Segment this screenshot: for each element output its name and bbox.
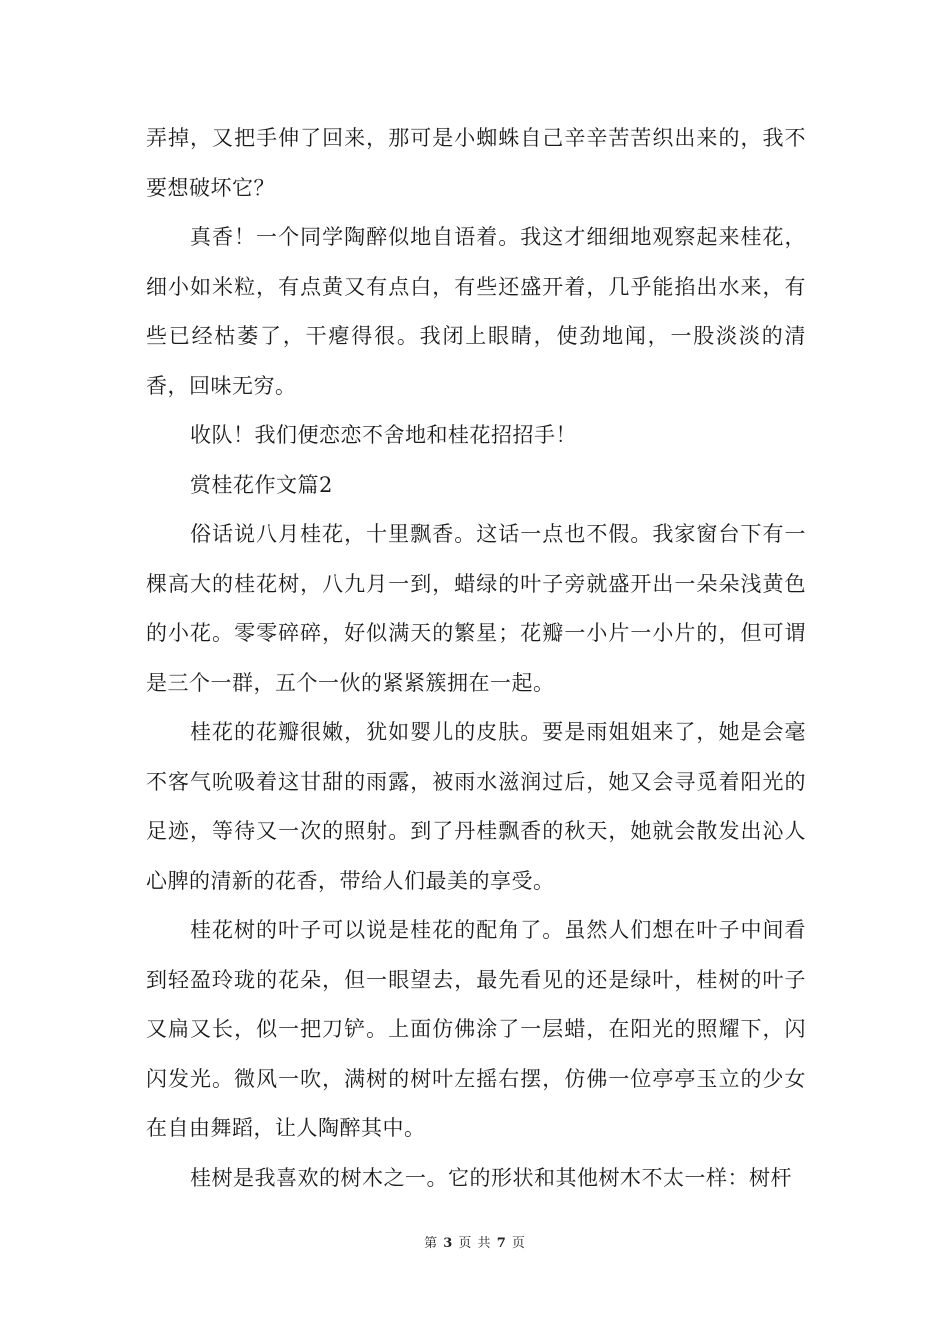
page-footer <box>0 1232 950 1251</box>
paragraph: 桂花的花瓣很嫩，犹如婴儿的皮肤。要是雨姐姐来了，她是会毫不客气吮吸着这甘甜的雨露，被雨水滋润过后，她又会寻觅着阳光的足迹，等待又一次的照射。到了丹桂飘香的秋天，她就会散发出沁人心脾的清新的花香，带给人们最美的享受。 <box>146 720 806 893</box>
paragraph-continued: 弄掉，又把手伸了回来，那可是小蜘蛛自己辛辛苦苦织出来的，我不要想破坏它？ <box>146 126 806 200</box>
footer-suffix: 页 <box>511 1236 526 1251</box>
total-pages-number: 7 <box>496 1236 507 1251</box>
paragraph: 俗话说八月桂花，十里飘香。这话一点也不假。我家窗台下有一棵高大的桂花树，八九月一到，蜡绿的叶子旁就盛开出一朵朵浅黄色的小花。零零碎碎，好似满天的繁星；花瓣一小片一小片的，但可谓是三个一群，五个一伙的紧紧簇拥在一起。 <box>146 522 806 695</box>
paragraph: 桂花树的叶子可以说是桂花的配角了。虽然人们想在叶子中间看到轻盈玲珑的花朵，但一眼望去，最先看见的还是绿叶，桂树的叶子又扁又长，似一把刀铲。上面仿佛涂了一层蜡，在阳光的照耀下，闪闪发光。微风一吹，满树的树叶左摇右摆，仿佛一位亭亭玉立的少女在自由舞蹈，让人陶醉其中。 <box>146 918 806 1140</box>
document-body <box>146 114 806 1203</box>
section-heading: 赏桂花作文篇2 <box>190 472 333 497</box>
paragraph: 收队！我们便恋恋不舍地和桂花招招手！ <box>190 423 577 447</box>
footer-prefix: 第 <box>424 1236 439 1251</box>
paragraph: 桂树是我喜欢的树木之一。它的形状和其他树木不太一样：树杆 <box>190 1165 792 1190</box>
footer-middle: 页 共 <box>458 1236 492 1251</box>
paragraph: 真香！一个同学陶醉似地自语着。我这才细细地观察起来桂花，细小如米粒，有点黄又有点白，有些还盛开着，几乎能掐出水来，有些已经枯萎了，干瘪得很。我闭上眼睛，使劲地闻，一股淡淡的清香，回味无穷。 <box>146 225 806 398</box>
current-page-number: 3 <box>443 1236 454 1251</box>
